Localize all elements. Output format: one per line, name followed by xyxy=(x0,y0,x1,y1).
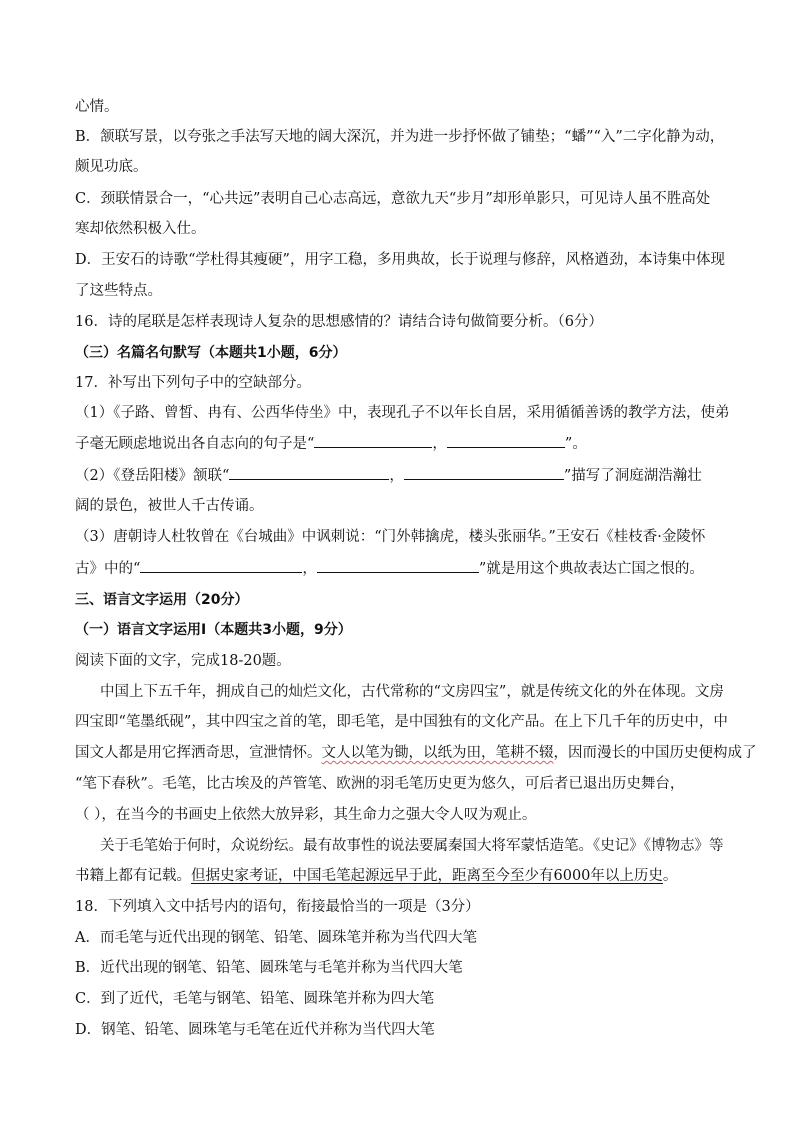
q17-part3-line1: （3）唐朝诗人杜牧曾在《台城曲》中讽刺说：“门外韩擒虎，楼头张丽华。”王安石《桂枝香·金陵怀 xyxy=(75,529,706,545)
q15-option-c-line2: 寒却依然积极入仕。 xyxy=(75,221,206,237)
passage-text: ，因而漫长的中国历史便构成了 xyxy=(553,745,757,761)
q15-option-b-line1: B．颔联写景，以夸张之手法写天地的阔大深沉，并为进一步抒怀做了铺垫；“蟠”“入”二字化静为动， xyxy=(75,129,725,145)
q18-option-b[interactable]: B．近代出现的钢笔、铅笔、圆珠笔与毛笔并称为当代四大笔 xyxy=(75,960,463,976)
q17-part2-prefix: （2）《登岳阳楼》颔联“ xyxy=(75,468,230,484)
q17-part3-prefix: 古》中的“ xyxy=(75,561,141,577)
q15-option-d-line2: 了这些特点。 xyxy=(75,283,162,299)
q17-part2-line2: 阔的景色，被世人千古传诵。 xyxy=(75,498,264,514)
q15-option-a-tail: 心情。 xyxy=(75,99,119,115)
q17-part3-suffix: ”就是用这个典故表达亡国之恨的。 xyxy=(478,561,704,577)
q15-option-c-line1: C．颈联情景合一，“心共远”表明自己心志高远，意欲九天“步月”却形单影只，可见诗人虽不胜高处 xyxy=(75,191,711,207)
q17-part1-line1: （1）《子路、曾皙、冉有、公西华侍坐》中，表现孔子不以年长自居，采用循循善诱的教学方法，使弟 xyxy=(75,405,730,421)
q17-part1-suffix: ”。 xyxy=(564,436,587,452)
q18-option-a[interactable]: A．而毛笔与近代出现的钢笔、铅笔、圆珠笔并称为当代四大笔 xyxy=(75,930,477,946)
passage-p1-line1: 中国上下五千年，拥成自己的灿烂文化，古代常称的“文房四宝”，就是传统文化的外在体现。文房 xyxy=(100,684,724,700)
q17-part1-sep: ， xyxy=(432,436,447,452)
passage-text: 书籍上都有记载。 xyxy=(75,868,191,884)
passage-text: 国文人都是用它挥洒奇思，宣泄情怀。 xyxy=(75,745,322,761)
passage-p1-line5: （ ），在当今的书画史上依然大放异彩，其生命力之强大令人叹为观止。 xyxy=(75,807,537,823)
q17-blank-6[interactable] xyxy=(317,558,479,573)
part-heading-language-use: 三、语言文字运用（20分） xyxy=(75,592,249,608)
question-18-stem: 18．下列填入文中括号内的语句，衔接最恰当的一项是（3分） xyxy=(75,899,480,915)
q17-part2-line1 xyxy=(75,465,702,486)
q17-part3-line2 xyxy=(75,558,704,579)
q17-part1-line2 xyxy=(75,433,587,454)
underlined-sentence: 但据史家考证，中国毛笔起源远早于此，距离至今至少有6000年以上历史 xyxy=(191,868,663,884)
question-17-stem: 17．补写出下列句子中的空缺部分。 xyxy=(75,375,311,391)
q17-blank-3[interactable] xyxy=(229,465,389,480)
section-heading-famous-lines: （三）名篇名句默写（本题共1小题，6分） xyxy=(75,345,347,361)
q17-blank-4[interactable] xyxy=(404,465,564,480)
reading-instruction: 阅读下面的文字，完成18-20题。 xyxy=(75,653,291,669)
passage-p1-line3 xyxy=(75,743,757,763)
passage-p2-line2 xyxy=(75,866,677,886)
sub-heading-language-use-1: （一）语言文字运用Ⅰ（本题共3小题，9分） xyxy=(75,622,352,638)
q18-option-c[interactable]: C．到了近代，毛笔与钢笔、铅笔、圆珠笔并称为四大笔 xyxy=(75,991,435,1007)
q17-part2-suffix: ”描写了洞庭湖浩瀚壮 xyxy=(563,468,702,484)
q17-blank-5[interactable] xyxy=(140,558,302,573)
wavy-underlined-sentence: 文人以笔为锄，以纸为田，笔耕不辍 xyxy=(321,745,554,761)
question-16: 16．诗的尾联是怎样表现诗人复杂的思想感情的？请结合诗句做简要分析。（6分） xyxy=(75,314,603,330)
passage-p2-line1: 关于毛笔始于何时，众说纷纭。最有故事性的说法要属秦国大将军蒙恬造笔。《史记》《博物志》等 xyxy=(100,838,724,854)
passage-text: 。 xyxy=(662,868,678,884)
q17-part2-sep: ， xyxy=(389,468,404,484)
q15-option-d-line1: D．王安石的诗歌“学杜得其瘦硬”，用字工稳，多用典故，长于说理与修辞，风格遒劲，本诗集中体现 xyxy=(75,252,725,268)
passage-p1-line2: 四宝即“笔墨纸砚”，其中四宝之首的笔，即毛笔，是中国独有的文化产品。在上下几千年的历史中，中 xyxy=(75,714,728,730)
passage-p1-line4: “笔下春秋”。毛笔，比古埃及的芦管笔、欧洲的羽毛笔历史更为悠久，可后者已退出历史舞台， xyxy=(75,776,685,792)
q18-option-d[interactable]: D．钢笔、铅笔、圆珠笔与毛笔在近代并称为当代四大笔 xyxy=(75,1022,435,1038)
q17-blank-1[interactable] xyxy=(314,433,432,448)
q15-option-b-line2: 颇见功底。 xyxy=(75,159,148,175)
q17-blank-2[interactable] xyxy=(447,433,565,448)
q17-part1-prefix: 子毫无顾虑地说出各自志向的句子是“ xyxy=(75,436,315,452)
q17-part3-sep: ， xyxy=(302,561,317,577)
